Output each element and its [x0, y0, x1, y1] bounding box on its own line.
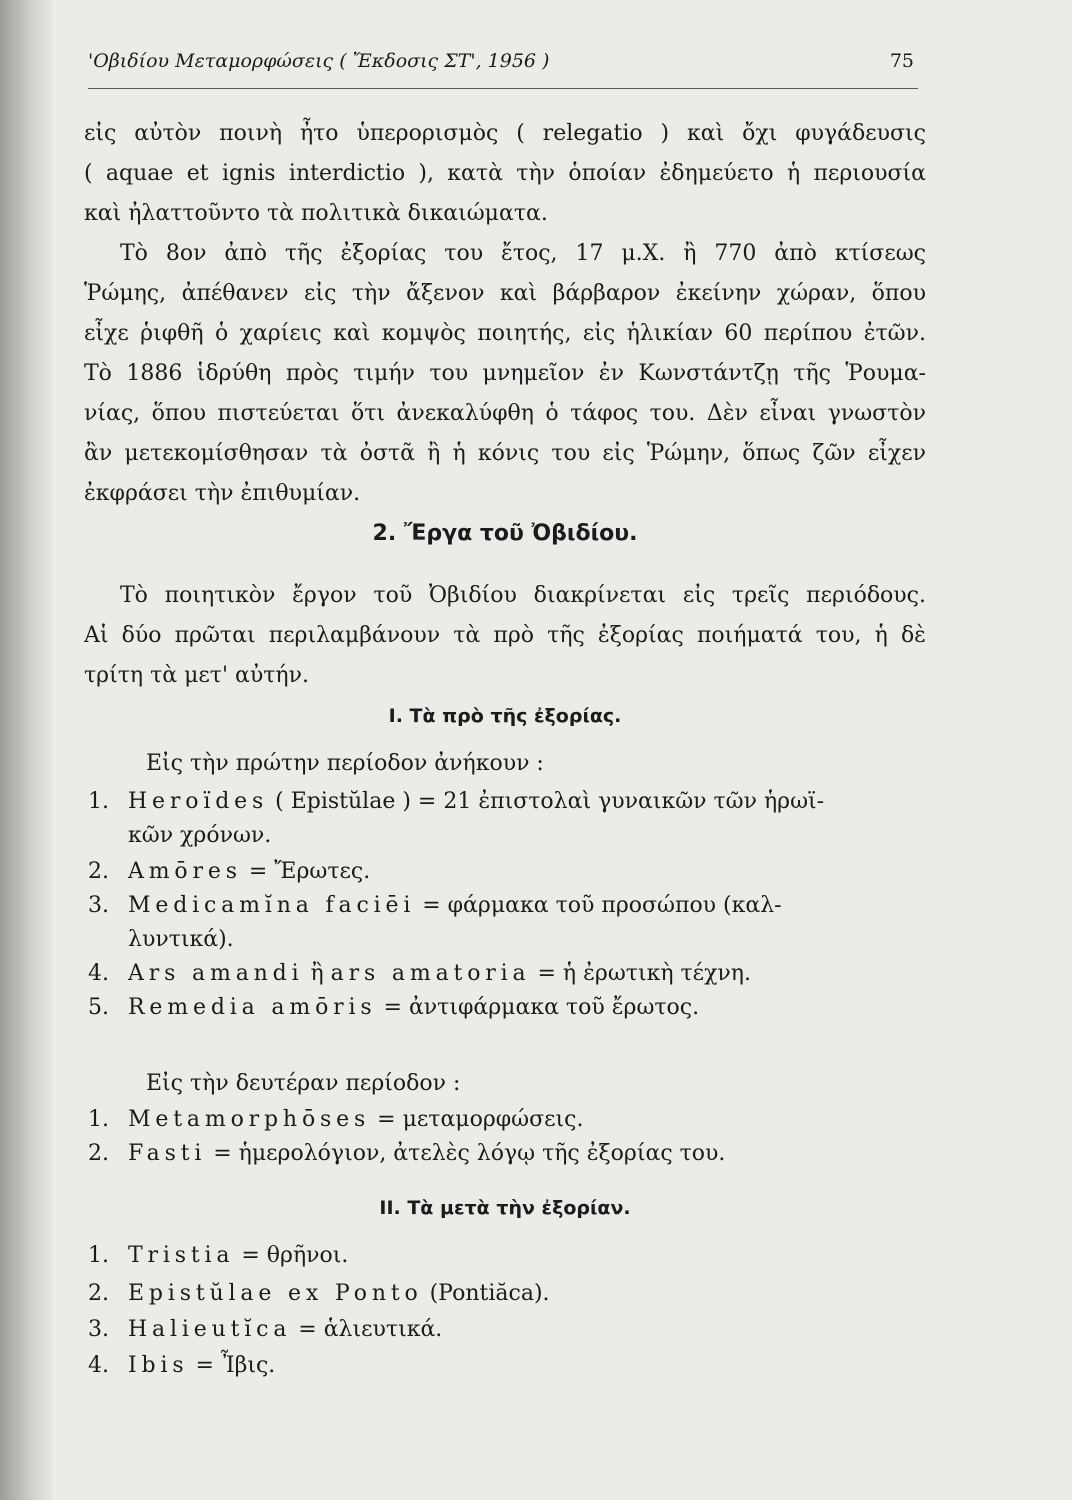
body-line: ἐκφράσει τὴν ἐπιθυμίαν.	[84, 481, 361, 506]
work-title: Ars amandi	[128, 961, 304, 986]
work-description: = φάρμακα τοῦ προσώπου (καλ-	[415, 893, 782, 918]
list-item	[88, 856, 928, 888]
list-number: 2.	[88, 1281, 109, 1306]
body-line: καὶ ἠλαττοῦντο τὰ πολιτικὰ δικαιώματα.	[84, 201, 548, 226]
work-description: = ἡ ἐρωτικὴ τέχνη.	[530, 961, 751, 986]
body-line: νίας, ὅπου πιστεύεται ὅτι ἀνεκαλύφθη ὁ τάφος του. Δὲν εἶναι γνωστὸν	[84, 401, 926, 426]
list-item	[88, 1350, 928, 1382]
body-line: ἂν μετεκομίσθησαν τὰ ὀστᾶ ἢ ἡ κόνις του εἰς Ῥώμην, ὅπως ζῶν εἶχεν	[84, 441, 926, 466]
list-number: 1.	[88, 1107, 109, 1132]
work-title: Heroïdes	[128, 789, 269, 814]
list-item	[88, 1240, 928, 1272]
work-title: Halieutĭca	[128, 1317, 292, 1342]
page-number: 75	[889, 50, 914, 72]
work-description: λυντικά).	[128, 927, 234, 952]
list-number: 2.	[88, 1141, 109, 1166]
body-line: εἰς αὐτὸν ποινὴ ἦτο ὑπερορισμὸς ( relegatio ) καὶ ὄχι φυγάδευσις	[84, 121, 926, 146]
list-item	[88, 1314, 928, 1346]
list-intro: Εἰς τὴν δευτέραν περίοδον :	[146, 1071, 461, 1096]
body-line: Τὸ ποιητικὸν ἔργον τοῦ Ὀβιδίου διακρίνεται εἰς τρεῖς περιόδους.	[120, 583, 926, 608]
work-description: = ἡμερολόγιον, ἀτελὲς λόγῳ τῆς ἐξορίας του.	[206, 1141, 726, 1166]
list-number: 2.	[88, 859, 109, 884]
body-line: Τὸ 1886 ἱδρύθη πρὸς τιμήν του μνημεῖον ἐν Κωνστάντζῃ τῆς Ῥουμα-	[84, 361, 926, 386]
work-description: = μεταμορφώσεις.	[370, 1107, 584, 1132]
body-line: εἶχε ῥιφθῆ ὁ χαρίεις καὶ κομψὸς ποιητής, εἰς ἡλικίαν 60 περίπου ἐτῶν.	[84, 321, 926, 346]
body-line: Τὸ 8ον ἀπὸ τῆς ἐξορίας του ἔτος, 17 μ.Χ. ἢ 770 ἀπὸ κτίσεως	[120, 241, 926, 266]
work-description: = Ἔρωτες.	[241, 859, 371, 884]
page-gutter-shadow	[0, 0, 52, 1500]
section-heading: 2. Ἔργα τοῦ Ὀβιδίου.	[372, 521, 638, 546]
work-title: Metamorphōses	[128, 1107, 371, 1132]
work-title: Ibis	[128, 1353, 189, 1378]
work-title: Fasti	[128, 1141, 207, 1166]
work-description: = ἀντιφάρμακα τοῦ ἔρωτος.	[376, 995, 700, 1020]
subsection-heading: II. Τὰ μετὰ τὴν ἐξορίαν.	[379, 1197, 631, 1219]
subsection-heading: I. Τὰ πρὸ τῆς ἐξορίας.	[388, 705, 622, 727]
body-line: Ῥώμης, ἀπέθανεν εἰς τὴν ἄξενον καὶ βάρβαρον ἐκείνην χώραν, ὅπου	[84, 281, 926, 306]
list-item	[88, 1104, 928, 1136]
work-title: Amōres	[128, 859, 242, 884]
list-number: 5.	[88, 995, 109, 1020]
work-description: = Ἶβις.	[188, 1353, 276, 1378]
list-number: 3.	[88, 1317, 109, 1342]
list-item	[88, 1278, 928, 1310]
body-line: τρίτη τὰ μετ' αὐτήν.	[84, 663, 309, 688]
list-number: 1.	[88, 1243, 109, 1268]
list-intro: Εἰς τὴν πρώτην περίοδον ἀνήκουν :	[146, 751, 544, 776]
work-description: ἢ	[303, 961, 331, 986]
body-line: Αἱ δύο πρῶται περιλαμβάνουν τὰ πρὸ τῆς ἐξορίας ποιήματά του, ἡ δὲ	[84, 623, 926, 648]
list-item-continuation	[88, 924, 928, 956]
work-title: Medicamĭna faciēi	[128, 893, 416, 918]
list-item	[88, 890, 928, 922]
work-description: (Pontiăca).	[422, 1281, 550, 1306]
list-number: 4.	[88, 1353, 109, 1378]
list-item	[88, 1138, 928, 1170]
list-item	[88, 786, 928, 818]
work-title: Tristia	[128, 1243, 235, 1268]
list-number: 3.	[88, 893, 109, 918]
work-description: κῶν χρόνων.	[128, 823, 272, 848]
running-head	[88, 44, 918, 89]
work-title-alt: ars amatoria	[330, 961, 531, 986]
work-description: ( Epistŭlae ) = 21 ἐπιστολαὶ γυναικῶν τῶν ἡρωϊ-	[268, 789, 825, 814]
work-title: Remedia amōris	[128, 995, 377, 1020]
list-number: 4.	[88, 961, 109, 986]
list-item	[88, 992, 928, 1024]
work-description: = ἁλιευτικά.	[291, 1317, 443, 1342]
running-head-title: 'Οβιδίου Μεταμορφώσεις ( Ἔκδοσις ΣΤ', 1956 )	[88, 50, 550, 72]
body-line: ( aquae et ignis interdictio ), κατὰ τὴν ὁποίαν ἐδημεύετο ἡ περιουσία	[84, 161, 926, 186]
work-title: Epistŭlae ex Ponto	[128, 1281, 423, 1306]
work-description: = θρῆνοι.	[234, 1243, 349, 1268]
list-item-continuation	[88, 820, 928, 852]
list-number: 1.	[88, 789, 109, 814]
list-item	[88, 958, 928, 990]
